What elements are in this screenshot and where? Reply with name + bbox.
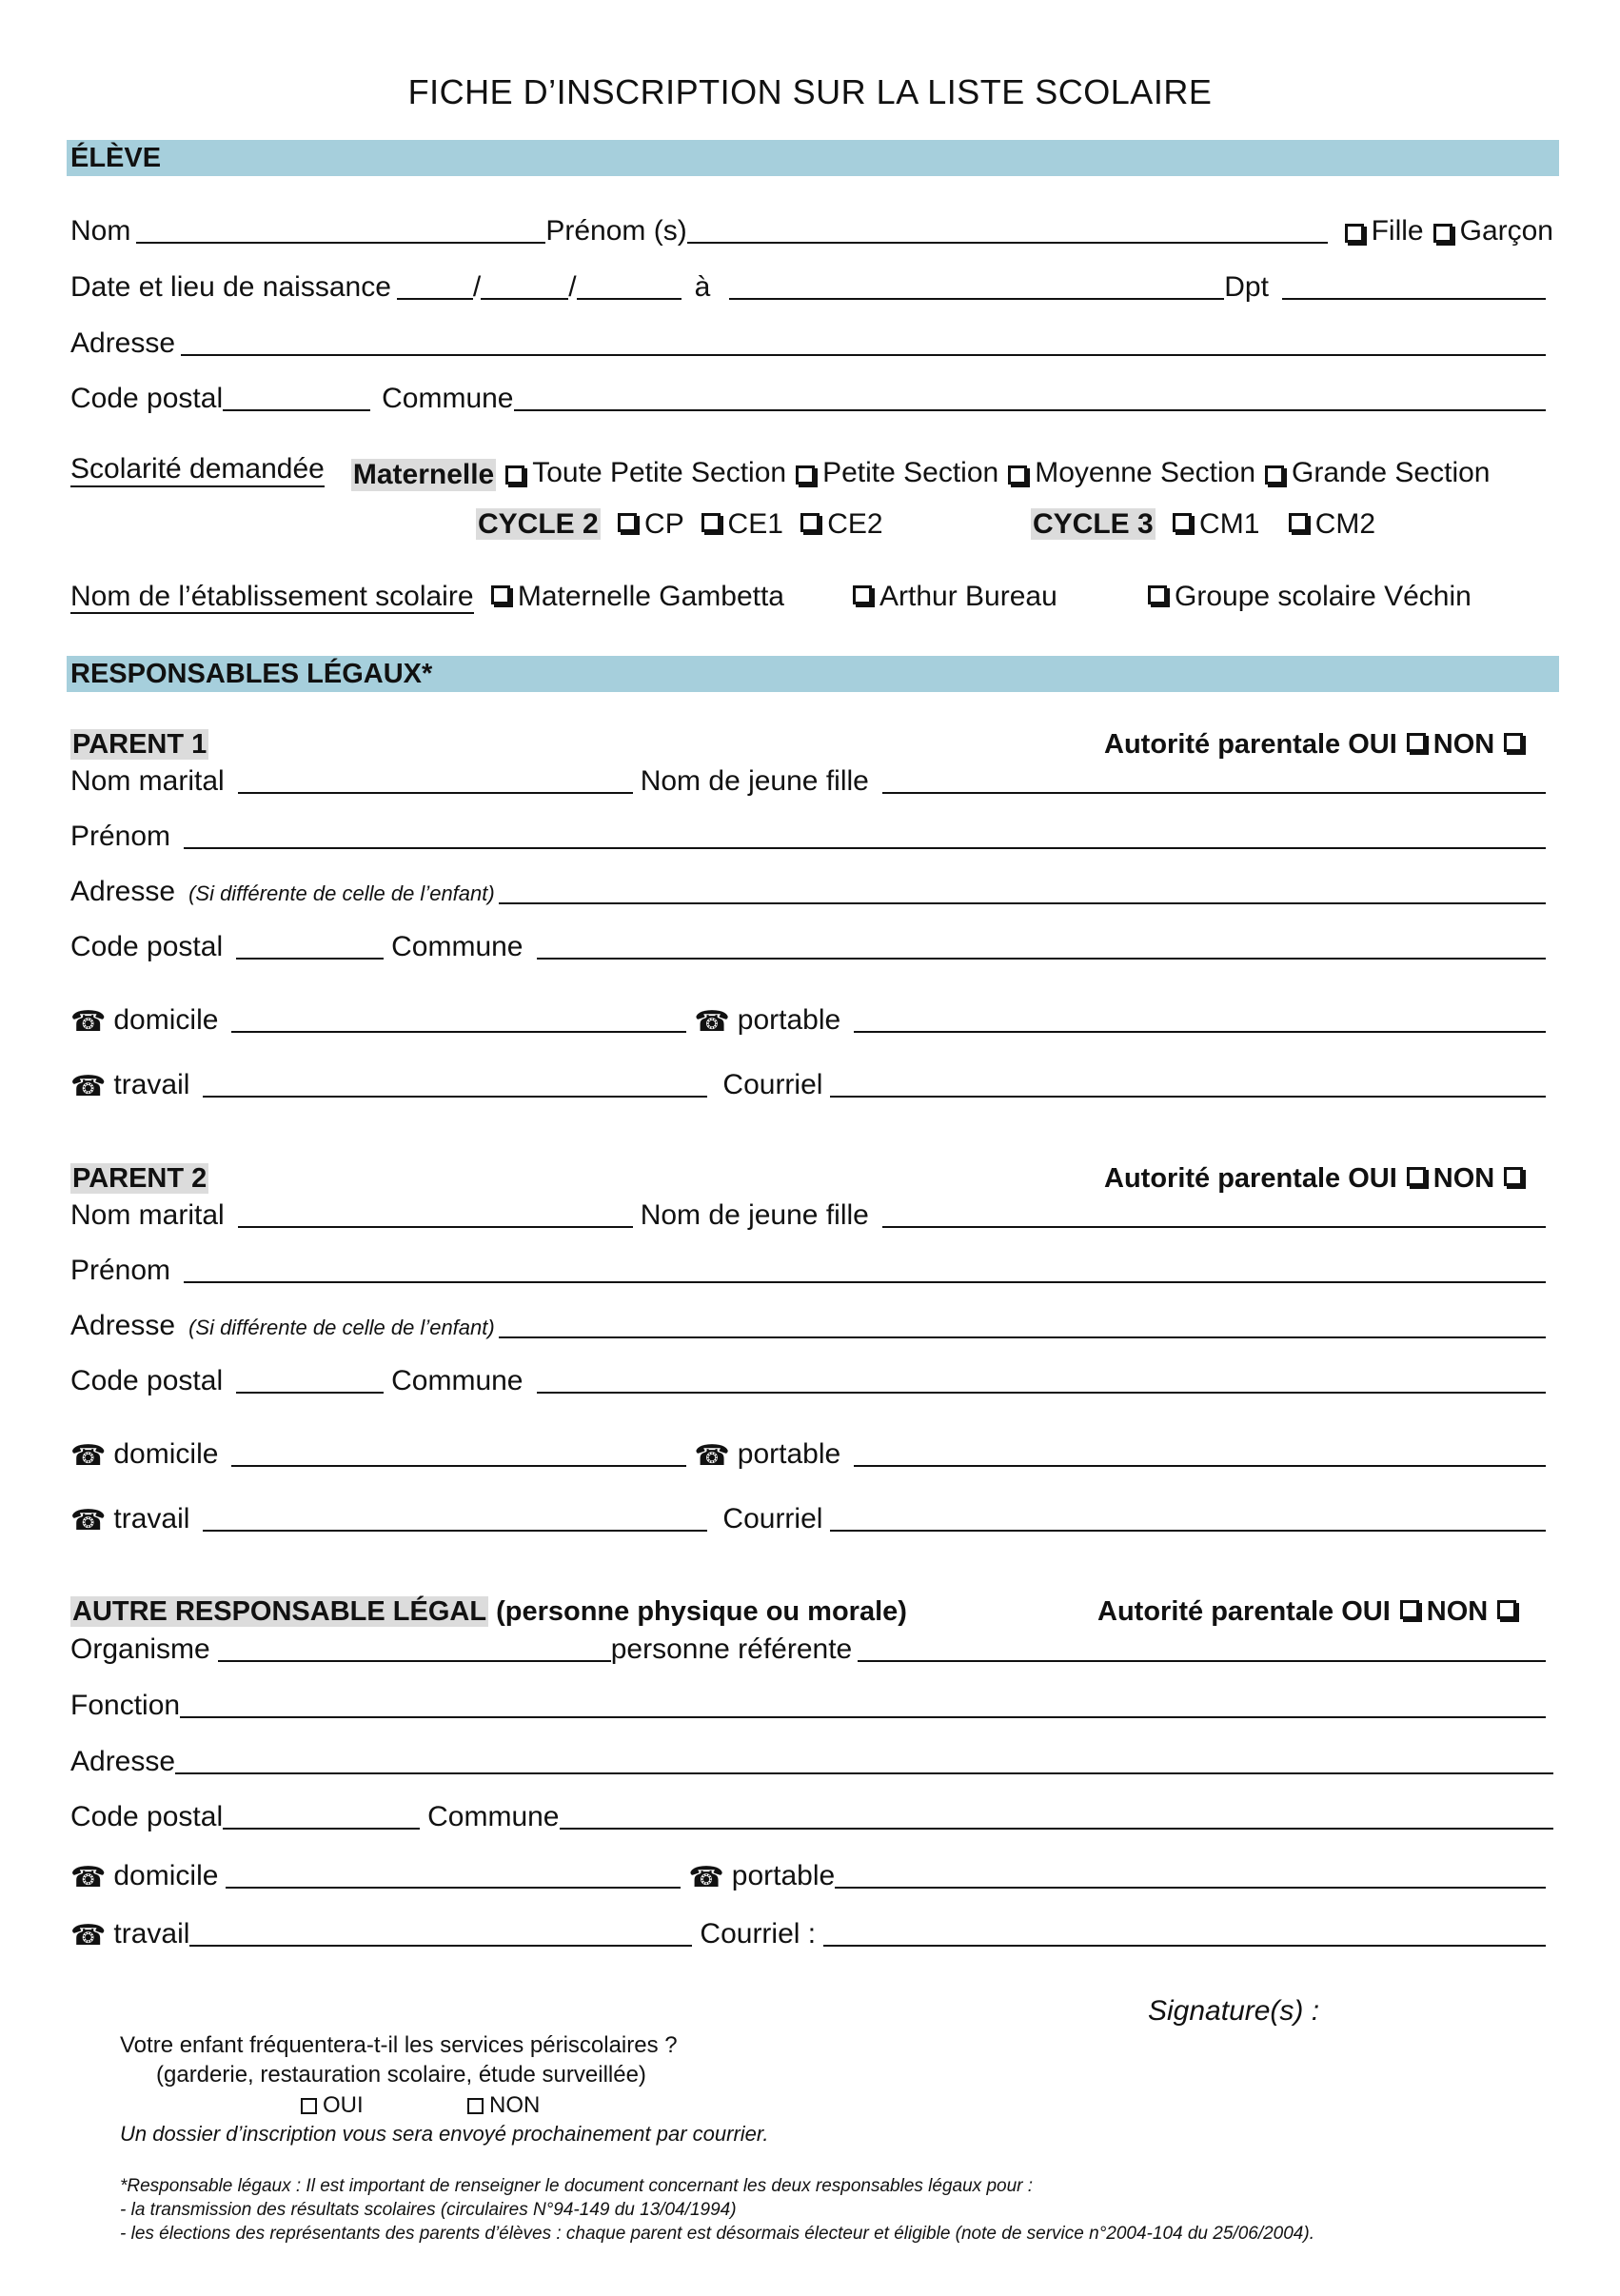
cm2-checkbox[interactable] xyxy=(1289,513,1308,532)
p2-row-domicile: ☎ domicile ☎ portable xyxy=(70,1435,1553,1473)
p2-row-travail: ☎ travail Courriel xyxy=(70,1499,1553,1537)
p1-nom-jf-field[interactable] xyxy=(882,763,1546,794)
p1-portable-field[interactable] xyxy=(854,1002,1546,1033)
page-title: FICHE D’INSCRIPTION SUR LA LISTE SCOLAIRE xyxy=(407,72,1213,111)
gs-checkbox[interactable] xyxy=(1265,465,1284,485)
prenom-field[interactable] xyxy=(687,213,1328,244)
p2-prenom-field[interactable] xyxy=(184,1253,1546,1283)
autre-oui-checkbox[interactable] xyxy=(1400,1600,1419,1619)
p2-portable-field[interactable] xyxy=(854,1436,1546,1467)
autre-travail-field[interactable] xyxy=(189,1916,692,1947)
p1-row-nom: Nom marital Nom de jeune fille xyxy=(70,762,1553,800)
autre-row-fonction: Fonction xyxy=(70,1686,1553,1724)
p2-adresse-field[interactable] xyxy=(499,1308,1546,1338)
cp-eleve-field[interactable] xyxy=(223,381,370,411)
p1-travail-field[interactable] xyxy=(203,1067,707,1098)
phone-icon: ☎ xyxy=(70,1006,107,1038)
cm1-checkbox[interactable] xyxy=(1173,513,1192,532)
p1-nom-marital-field[interactable] xyxy=(238,763,633,794)
phone-icon: ☎ xyxy=(70,1920,107,1951)
row-scolarite: Scolarité demandée Maternelle Toute Petite Section Petite Section Moyenne Section Grande Section xyxy=(70,453,1491,490)
lieu-field[interactable] xyxy=(729,269,1224,300)
row-cycle2: CYCLE 2 CP CE1 CE2 xyxy=(478,508,883,540)
p2-commune-field[interactable] xyxy=(537,1363,1547,1394)
ms-checkbox[interactable] xyxy=(1008,465,1027,485)
p1-domicile-field[interactable] xyxy=(231,1002,686,1033)
cp-checkbox[interactable] xyxy=(618,513,637,532)
autre-courriel-field[interactable] xyxy=(823,1916,1546,1947)
p1-commune-field[interactable] xyxy=(537,929,1547,960)
phone-icon: ☎ xyxy=(70,1440,107,1472)
autre-heading: AUTRE RESPONSABLE LÉGAL (personne physique ou morale) xyxy=(72,1596,907,1627)
phone-icon: ☎ xyxy=(694,1006,730,1038)
tps-checkbox[interactable] xyxy=(505,465,524,485)
p2-domicile-field[interactable] xyxy=(231,1436,686,1467)
p1-row-travail: ☎ travail Courriel xyxy=(70,1065,1553,1103)
footnote-3: - les élections des représentants des parents d’élèves : chaque parent est désormais électeur et éligible (note de service n°2004-104 du 25/06/2004). xyxy=(120,2224,1314,2244)
p2-nom-marital-field[interactable] xyxy=(238,1197,633,1228)
p1-row-adresse: Adresse (Si différente de celle de l’enfant) xyxy=(70,872,1553,910)
p1-row-domicile: ☎ domicile ☎ portable xyxy=(70,1000,1553,1039)
ce1-checkbox[interactable] xyxy=(701,513,721,532)
periscolaire-options: OUI NON xyxy=(295,2092,540,2119)
autre-row-domicile: ☎ domicile ☎ portable xyxy=(70,1856,1553,1894)
nom-field[interactable] xyxy=(136,213,545,244)
mois-field[interactable] xyxy=(481,269,568,300)
ce2-checkbox[interactable] xyxy=(800,513,820,532)
p1-prenom-field[interactable] xyxy=(184,819,1546,849)
p1-row-prenom: Prénom xyxy=(70,817,1553,855)
commune-eleve-field[interactable] xyxy=(514,381,1547,411)
fonction-field[interactable] xyxy=(180,1688,1546,1718)
referente-field[interactable] xyxy=(858,1632,1546,1662)
footnote-1: *Responsable légaux : Il est important de renseigner le document concernant les deux responsables légaux pour : xyxy=(120,2176,1034,2196)
fille-checkbox[interactable] xyxy=(1345,224,1364,243)
signature-label: Signature(s) : xyxy=(1148,1995,1320,2027)
dossier-note: Un dossier d’inscription vous sera envoyé prochainement par courrier. xyxy=(120,2122,769,2146)
row-nom: Nom Prénom (s) Fille Garçon xyxy=(70,215,1553,247)
phone-icon: ☎ xyxy=(688,1862,724,1893)
p1-row-cp: Code postal Commune xyxy=(70,927,1553,965)
p2-travail-field[interactable] xyxy=(203,1501,707,1532)
phone-icon: ☎ xyxy=(70,1862,107,1893)
row-naissance: Date et lieu de naissance / / à Dpt xyxy=(70,267,1553,306)
autre-portable-field[interactable] xyxy=(835,1858,1546,1889)
p1-courriel-field[interactable] xyxy=(830,1067,1546,1098)
periscolaire-non-checkbox[interactable] xyxy=(467,2098,484,2114)
parent1-oui-checkbox[interactable] xyxy=(1407,733,1426,752)
gambetta-checkbox[interactable] xyxy=(491,585,510,604)
p1-cp-field[interactable] xyxy=(236,929,384,960)
row-cycle3: CYCLE 3 CM1 CM2 xyxy=(1033,508,1376,540)
parent2-non-checkbox[interactable] xyxy=(1504,1167,1523,1186)
p2-row-prenom: Prénom xyxy=(70,1251,1553,1289)
p2-nom-jf-field[interactable] xyxy=(882,1197,1546,1228)
adresse-eleve-field[interactable] xyxy=(181,326,1546,356)
parent1-autorite: Autorité parentale OUI NON xyxy=(1104,729,1531,761)
p2-row-adresse: Adresse (Si différente de celle de l’enfant) xyxy=(70,1306,1553,1344)
annee-field[interactable] xyxy=(577,269,682,300)
autre-autorite: Autorité parentale OUI NON xyxy=(1097,1596,1524,1628)
arthur-bureau-checkbox[interactable] xyxy=(853,585,872,604)
autre-row-cp: Code postal Commune xyxy=(70,1797,1553,1835)
garcon-checkbox[interactable] xyxy=(1433,224,1452,243)
p2-row-nom: Nom marital Nom de jeune fille xyxy=(70,1196,1553,1234)
phone-icon: ☎ xyxy=(70,1071,107,1102)
parent2-oui-checkbox[interactable] xyxy=(1407,1167,1426,1186)
row-adresse-eleve: Adresse xyxy=(70,324,1553,362)
section-responsables: RESPONSABLES LÉGAUX* xyxy=(67,656,1559,692)
jour-field[interactable] xyxy=(397,269,473,300)
parent1-heading: PARENT 1 xyxy=(72,729,207,760)
periscolaire-detail: (garderie, restauration scolaire, étude surveillée) xyxy=(156,2062,646,2088)
row-etablissement: Nom de l’établissement scolaire Maternelle Gambetta xyxy=(70,581,784,612)
parent2-heading: PARENT 2 xyxy=(72,1163,207,1194)
organisme-field[interactable] xyxy=(218,1632,611,1662)
phone-icon: ☎ xyxy=(694,1440,730,1472)
autre-cp-field[interactable] xyxy=(223,1799,420,1830)
autre-row-travail: ☎ travail Courriel : xyxy=(70,1914,1553,1952)
p1-adresse-field[interactable] xyxy=(499,874,1546,904)
p2-cp-field[interactable] xyxy=(236,1363,384,1394)
dpt-field[interactable] xyxy=(1282,269,1546,300)
phone-icon: ☎ xyxy=(70,1505,107,1536)
autre-row-organisme: Organisme personne référente xyxy=(70,1630,1553,1668)
autre-row-adresse: Adresse xyxy=(70,1742,1553,1780)
periscolaire-question: Votre enfant fréquentera-t-il les services périscolaires ? xyxy=(120,2032,678,2058)
autre-non-checkbox[interactable] xyxy=(1497,1600,1516,1619)
periscolaire-oui-checkbox[interactable] xyxy=(301,2098,317,2114)
autre-adresse-field[interactable] xyxy=(175,1744,1553,1774)
parent1-non-checkbox[interactable] xyxy=(1504,733,1523,752)
autre-domicile-field[interactable] xyxy=(226,1858,681,1889)
p2-courriel-field[interactable] xyxy=(830,1501,1546,1532)
autre-commune-field[interactable] xyxy=(560,1799,1554,1830)
vechin-checkbox[interactable] xyxy=(1148,585,1167,604)
row-etab3: Groupe scolaire Véchin xyxy=(1138,581,1472,613)
footnote-2: - la transmission des résultats scolaires (circulaires N°94-149 du 13/04/1994) xyxy=(120,2200,737,2220)
section-eleve: ÉLÈVE xyxy=(67,140,1559,176)
ps-checkbox[interactable] xyxy=(796,465,815,485)
row-etab2: Arthur Bureau xyxy=(843,581,1057,613)
p2-row-cp: Code postal Commune xyxy=(70,1361,1553,1399)
row-cp-eleve: Code postal Commune xyxy=(70,379,1553,417)
parent2-autorite: Autorité parentale OUI NON xyxy=(1104,1163,1531,1195)
